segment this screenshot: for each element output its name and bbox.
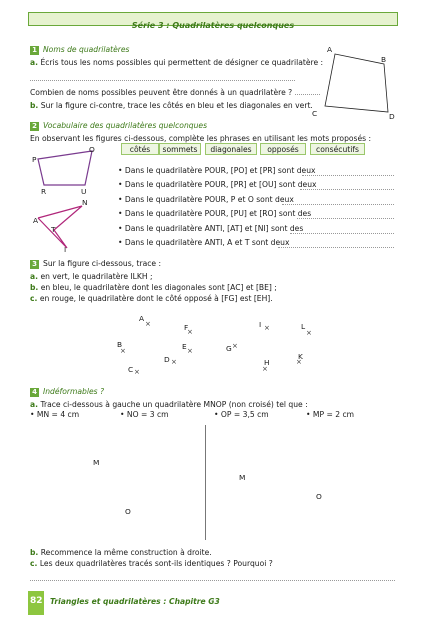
sentence-text: • Dans le quadrilatère POUR, [PR] et [OU] sont deux — [118, 180, 317, 189]
sentence-text: • Dans le quadrilatère ANTI, [AT] et [NI] sont des — [118, 224, 304, 233]
section-2-heading — [30, 121, 207, 131]
point-d: D — [164, 355, 170, 364]
sentence-5 — [118, 224, 303, 234]
section-title: Indéformables ? — [43, 387, 105, 396]
point-i: I — [64, 245, 67, 254]
cross-mark: × — [296, 358, 302, 366]
point-n: N — [82, 198, 88, 207]
point-a: A — [327, 45, 333, 54]
exercise-3b — [30, 283, 277, 293]
point-c: C — [128, 365, 134, 374]
vertical-divider — [205, 425, 206, 540]
item-text: en rouge, le quadrilatère dont le côté opposé à [FG] est [EH]. — [39, 294, 273, 303]
item-label: a. — [30, 58, 39, 67]
section-title: Sur la figure ci-dessous, trace : — [43, 259, 162, 268]
word-sides: côtés — [121, 143, 159, 155]
point-i: I — [259, 320, 262, 329]
answer-line — [297, 218, 394, 219]
footer-title: Triangles et quadrilatères : Chapitre G3 — [50, 597, 220, 606]
exercise-3c — [30, 294, 273, 304]
point-a2: A — [33, 216, 39, 225]
exercise-1a — [30, 58, 323, 68]
item-text: en bleu, le quadrilatère dont les diagonales sont [AC] et [BE] ; — [40, 283, 277, 292]
measure-mp: • MP = 2 cm — [306, 410, 355, 419]
cross-mark: × — [171, 358, 177, 366]
item-text: Trace ci-dessous à gauche un quadrilatère MNOP (non croisé) tel que : — [40, 400, 308, 409]
point-u: U — [81, 187, 87, 196]
point-b: B — [117, 340, 123, 349]
word-opposite: opposés — [260, 143, 306, 155]
section-number: 1 — [30, 46, 39, 55]
exercise-4b — [30, 548, 212, 558]
item-label: c. — [30, 559, 38, 568]
sentence-2 — [118, 180, 317, 190]
section-2-intro: En observant les figures ci-dessous, complète les phrases en utilisant les mots proposés : — [30, 134, 372, 143]
cross-mark: × — [232, 342, 238, 350]
section-number: 3 — [30, 260, 39, 269]
item-text: en vert, le quadrilatère ILKH ; — [40, 272, 153, 281]
section-title: Noms de quadrilatères — [43, 45, 130, 54]
answer-line — [302, 175, 394, 176]
section-number: 4 — [30, 388, 39, 397]
point-p: P — [32, 155, 37, 164]
point-o-right: O — [316, 492, 322, 501]
cross-mark: × — [120, 347, 126, 355]
point-k: K — [298, 352, 303, 361]
point-l: L — [301, 322, 306, 331]
measure-op: • OP = 3,5 cm — [214, 410, 269, 419]
measure-no: • NO = 3 cm — [120, 410, 169, 419]
series-title-bar — [28, 12, 398, 30]
item-label: a. — [30, 400, 39, 409]
point-f: F — [184, 323, 189, 332]
answer-line — [278, 247, 394, 248]
sentence-text: • Dans le quadrilatère ANTI, A et T sont deux — [118, 238, 290, 247]
series-title: Série 3 : Quadrilatères quelconques — [131, 21, 295, 30]
word-vertices: sommets — [159, 143, 201, 155]
item-label: b. — [30, 548, 39, 557]
exercise-4a — [30, 400, 308, 410]
exercise-1b — [30, 101, 313, 111]
sentence-1 — [118, 166, 316, 176]
point-o: O — [89, 145, 95, 154]
cross-mark: × — [134, 368, 140, 376]
point-m-right: M — [239, 473, 246, 482]
point-e: E — [182, 342, 187, 351]
sentence-3 — [118, 195, 294, 205]
sentence-6 — [118, 238, 289, 248]
cross-mark: × — [145, 320, 151, 328]
answer-line — [30, 580, 395, 581]
cross-mark: × — [187, 347, 193, 355]
point-h: H — [264, 358, 270, 367]
sentence-text: • Dans le quadrilatère POUR, P et O sont deux — [118, 195, 294, 204]
item-label: c. — [30, 294, 38, 303]
answer-line — [290, 233, 394, 234]
word-consecutive: consécutifs — [310, 143, 365, 155]
point-t: T — [51, 225, 56, 234]
item-text: Recommence la même construction à droite. — [40, 548, 212, 557]
item-label: a. — [30, 272, 39, 281]
point-d: D — [389, 112, 395, 121]
sentence-text: • Dans le quadrilatère POUR, [PU] et [RO] sont des — [118, 209, 312, 218]
word-diagonals: diagonales — [205, 143, 257, 155]
section-1-heading — [30, 45, 130, 55]
section-title: Vocabulaire des quadrilatères quelconques — [43, 121, 208, 130]
section-3-heading — [30, 259, 161, 269]
answer-line — [282, 204, 394, 205]
count-question — [30, 88, 320, 98]
sentence-4 — [118, 209, 311, 219]
point-m-left: M — [93, 458, 100, 467]
exercise-3a — [30, 272, 153, 282]
cross-mark: × — [262, 365, 268, 373]
section-4-heading — [30, 387, 104, 397]
point-a: A — [139, 314, 145, 323]
point-g: G — [226, 344, 232, 353]
cross-mark: × — [187, 328, 193, 336]
point-c: C — [312, 109, 318, 118]
item-text: Les deux quadrilatères tracés sont-ils identiques ? Pourquoi ? — [39, 559, 273, 568]
item-label: b. — [30, 283, 39, 292]
measure-mn: • MN = 4 cm — [30, 410, 80, 419]
point-b: B — [381, 55, 387, 64]
point-r: R — [41, 187, 47, 196]
page-number: 82 — [30, 596, 43, 606]
sentence-text: • Dans le quadrilatère POUR, [PO] et [PR] sont deux — [118, 166, 316, 175]
question-text: Combien de noms possibles peuvent être donnés à un quadrilatère ? — [30, 88, 293, 97]
cross-mark: × — [264, 324, 270, 332]
answer-line — [30, 80, 295, 81]
item-text: Sur la figure ci-contre, trace les côtés en bleu et les diagonales en vert. — [40, 101, 313, 110]
answer-line — [300, 189, 394, 190]
point-o-left: O — [125, 507, 131, 516]
section-number: 2 — [30, 122, 39, 131]
item-text: Écris tous les noms possibles qui permettent de désigner ce quadrilatère : — [40, 58, 324, 67]
cross-mark: × — [306, 329, 312, 337]
exercise-4c — [30, 559, 273, 569]
item-label: b. — [30, 101, 39, 110]
